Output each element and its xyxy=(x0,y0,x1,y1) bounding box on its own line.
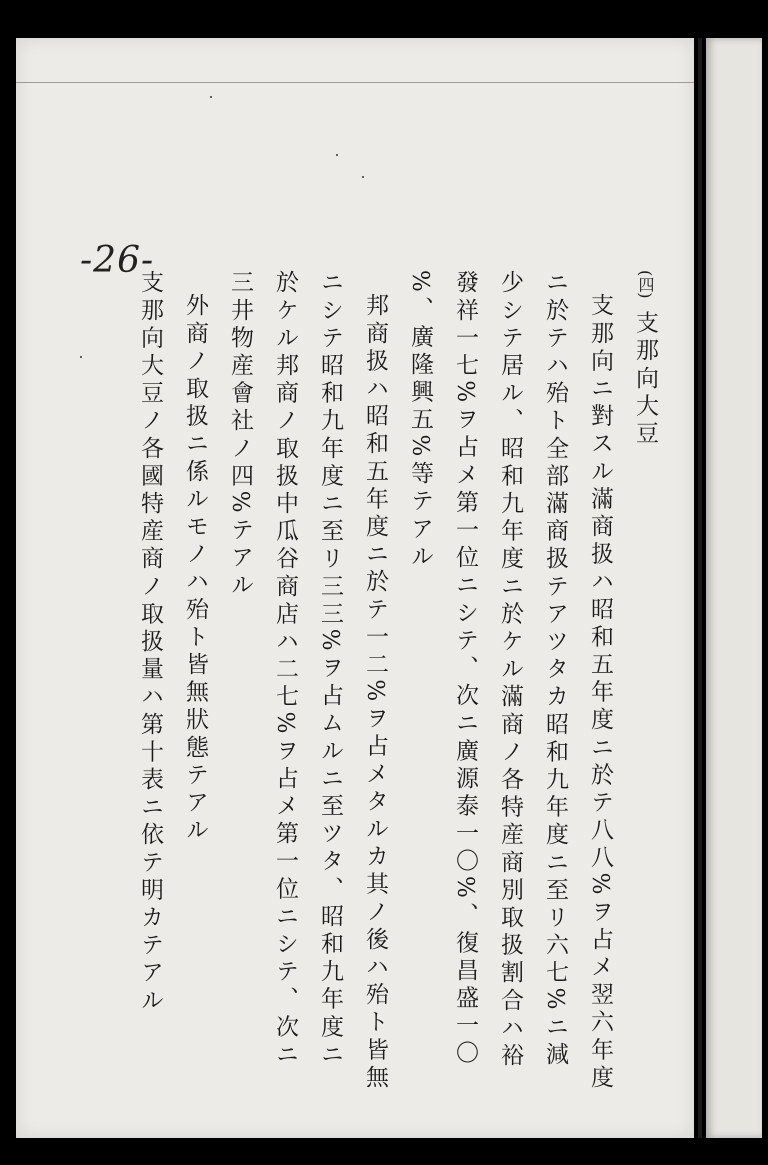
scan-speck xyxy=(210,96,212,98)
section-number: (四) xyxy=(636,270,655,299)
page-edge-rule xyxy=(16,82,694,83)
text-line: 三井物産會社ノ四%テアル xyxy=(227,270,253,601)
section-heading xyxy=(622,270,668,1090)
text-line: ニ於テハ殆ト全部滿商扱テアツタカ昭和九年度ニ至リ六七%ニ減 xyxy=(542,270,568,1070)
section-title: 支那向大豆 xyxy=(632,310,658,449)
text-line: 發祥一七%ヲ占メ第一位ニシテ、次ニ廣源泰一〇%、復昌盛一〇 xyxy=(452,270,478,1069)
text-line: 支那向ニ對スル滿商扱ハ昭和五年度ニ於テ八八%ヲ占メ翌六年度 xyxy=(587,293,613,1093)
text-line: %、廣隆興五%等テアル xyxy=(407,270,433,572)
text-line: 邦商扱ハ昭和五年度ニ於テ一二%ヲ占メタルカ其ノ後ハ殆ト皆無 xyxy=(362,293,388,1093)
scan-speck xyxy=(80,356,82,358)
vertical-body-text xyxy=(127,270,668,1093)
text-line: 支那向大豆ノ各國特産商ノ取扱量ハ第十表ニ依テ明カテアル xyxy=(137,270,163,1016)
text-line: 外商ノ取扱ニ係ルモノハ殆ト皆無狀態テアル xyxy=(182,293,208,845)
scan-speck xyxy=(336,154,338,156)
adjacent-page-edge xyxy=(706,38,762,1138)
text-line: 於ケル邦商ノ取扱中瓜谷商店ハ二七%ヲ占メ第一位ニシテ、次ニ xyxy=(272,270,298,1070)
scan-speck xyxy=(362,176,364,178)
text-line: ニシテ昭和九年度ニ至リ三三%ヲ占ムルニ至ツタ、昭和九年度ニ xyxy=(317,270,343,1070)
page-gutter xyxy=(698,38,702,1138)
text-line: 少シテ居ル、昭和九年度ニ於ケル滿商ノ各特産商別取扱割合ハ裕 xyxy=(497,270,523,1071)
handwritten-page-number: -26- xyxy=(80,240,155,281)
